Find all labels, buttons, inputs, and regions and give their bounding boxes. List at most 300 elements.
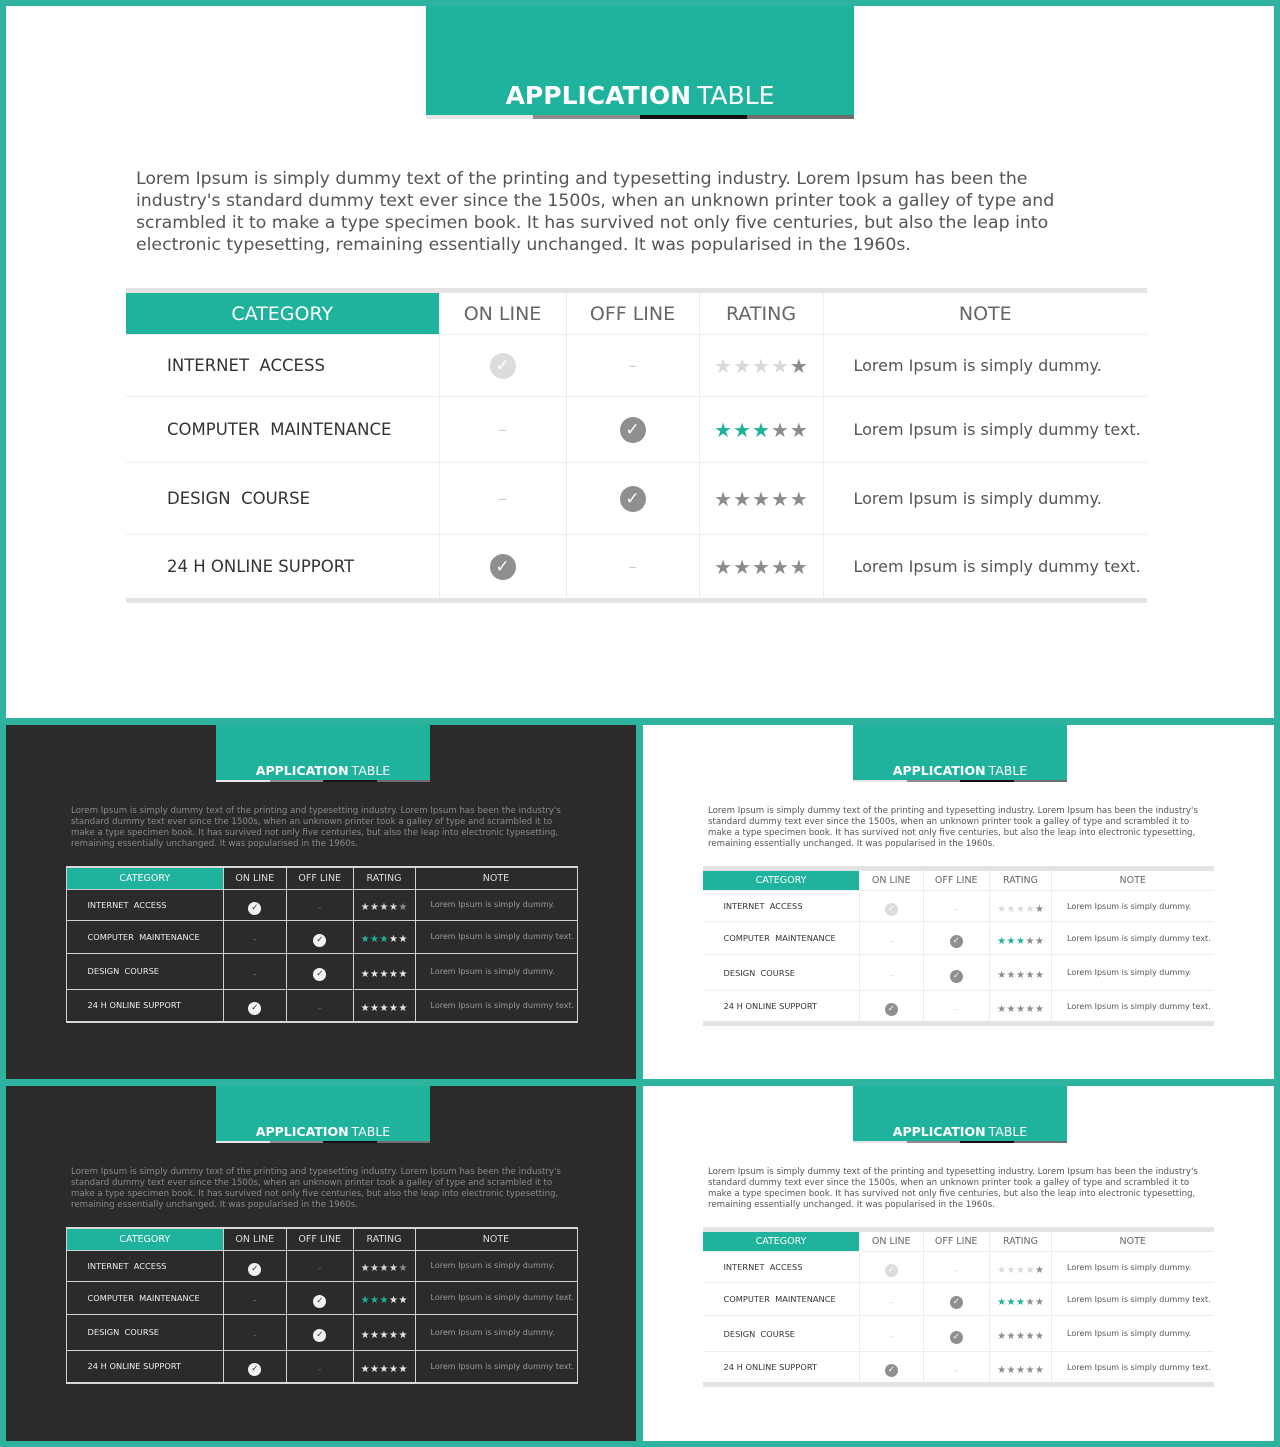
- check-circle-icon: ✓: [885, 1003, 898, 1016]
- online-cell: [439, 335, 566, 397]
- star-icon: ★: [752, 417, 770, 442]
- table-row: [703, 955, 1214, 991]
- table-row: [67, 1250, 578, 1281]
- note-cell: Lorem Ipsum is simply dummy text.: [1052, 1283, 1214, 1316]
- note-cell: Lorem Ipsum is simply dummy.: [1052, 891, 1214, 922]
- check-circle-icon: ✓: [313, 1329, 326, 1342]
- rating-cell: [990, 891, 1052, 922]
- star-icon: ★: [360, 934, 370, 945]
- check-circle-icon: ✓: [490, 554, 516, 580]
- star-icon: ★: [714, 417, 733, 442]
- offline-cell: [923, 1283, 990, 1316]
- dash-icon: –: [252, 935, 257, 944]
- table-row: [703, 991, 1214, 1024]
- dash-icon: –: [498, 420, 507, 439]
- online-cell: [860, 922, 924, 955]
- rating-cell: [353, 953, 415, 989]
- note-cell: Lorem Ipsum is simply dummy text.: [415, 1350, 577, 1383]
- dash-icon: –: [628, 356, 637, 375]
- star-icon: ★: [398, 902, 408, 913]
- star-icon: ★: [1016, 1003, 1025, 1015]
- column-header-note: NOTE: [823, 291, 1147, 335]
- rating-cell: [699, 463, 823, 535]
- title-thin: TABLE: [988, 1123, 1028, 1139]
- column-header-note: NOTE: [415, 867, 577, 889]
- thumbnail-slide-dark-1[interactable]: [6, 725, 636, 1079]
- star-icon: ★: [714, 486, 733, 511]
- column-header-note: NOTE: [1052, 869, 1214, 891]
- category-cell: INTERNET ACCESS: [703, 891, 860, 922]
- rating-cell: [990, 922, 1052, 955]
- online-cell: [223, 920, 287, 953]
- table-row: [126, 535, 1147, 601]
- category-cell: COMPUTER MAINTENANCE: [67, 1281, 224, 1314]
- offline-cell: [287, 920, 354, 953]
- online-cell: [439, 463, 566, 535]
- offline-cell: [923, 1252, 990, 1283]
- star-icon: ★: [360, 968, 370, 980]
- star-icon: ★: [388, 902, 398, 913]
- title-underline: [216, 1141, 430, 1143]
- star-icon: ★: [1006, 935, 1016, 947]
- offline-cell: [287, 889, 354, 920]
- star-icon: ★: [714, 353, 733, 378]
- intro-paragraph: Lorem Ipsum is simply dummy text of the printing and typesetting industry. Lorem Ipsum has been the industry's standard dummy text ever since the 1500s, when an unknown printer took a galley of type and scrambled it to make a type specimen book. It has survived not only five centuries, but also the leap into electronic typesetting, remaining essentially unchanged. It was popularised in the 1960s.: [708, 1167, 1198, 1210]
- column-header-rating: RATING: [699, 291, 823, 335]
- star-icon: ★: [752, 486, 770, 511]
- column-header-offline: OFF LINE: [287, 867, 354, 889]
- offline-cell: [923, 1316, 990, 1352]
- title-thin: TABLE: [351, 1123, 391, 1139]
- note-cell: Lorem Ipsum is simply dummy.: [1052, 955, 1214, 991]
- offline-cell: [287, 1250, 354, 1281]
- star-icon: ★: [398, 1002, 408, 1014]
- dash-icon: –: [889, 971, 894, 980]
- title-underline: [426, 115, 854, 119]
- star-icon: ★: [752, 554, 770, 579]
- check-circle-icon: ✓: [490, 353, 516, 379]
- star-icon: ★: [733, 353, 752, 378]
- title-bold: APPLICATION: [892, 762, 986, 778]
- online-cell: [860, 1252, 924, 1283]
- star-icon: ★: [714, 554, 733, 579]
- application-table: [703, 1227, 1214, 1387]
- star-icon: ★: [398, 968, 408, 980]
- table-row: [67, 920, 578, 953]
- table-row: [703, 1252, 1214, 1283]
- column-header-online: ON LINE: [860, 1230, 924, 1252]
- note-cell: Lorem Ipsum is simply dummy.: [415, 953, 577, 989]
- column-header-note: NOTE: [1052, 1230, 1214, 1252]
- star-icon: ★: [1025, 970, 1035, 981]
- online-cell: [223, 889, 287, 920]
- category-cell: 24 H ONLINE SUPPORT: [67, 989, 224, 1022]
- column-header-online: ON LINE: [223, 1228, 287, 1250]
- check-circle-icon: ✓: [950, 1296, 963, 1309]
- star-icon: ★: [360, 1263, 370, 1274]
- dash-icon: –: [317, 1003, 322, 1013]
- online-cell: [223, 1250, 287, 1281]
- star-icon: ★: [1006, 970, 1016, 981]
- column-header-category: CATEGORY: [67, 1228, 224, 1250]
- dash-icon: –: [954, 904, 959, 914]
- star-icon: ★: [997, 903, 1007, 915]
- slide-title: [426, 81, 854, 111]
- table-row: [703, 891, 1214, 922]
- star-icon: ★: [789, 417, 808, 442]
- star-icon: ★: [733, 486, 752, 511]
- category-cell: INTERNET ACCESS: [703, 1252, 860, 1283]
- column-header-rating: RATING: [990, 869, 1052, 891]
- intro-paragraph: Lorem Ipsum is simply dummy text of the printing and typesetting industry. Lorem Ipsum has been the industry's standard dummy text ever since the 1500s, when an unknown printer took a galley of type and scrambled it to make a type specimen book. It has survived not only five centuries, but also the leap into electronic typesetting, remaining essentially unchanged. It was popularised in the 1960s.: [71, 1167, 561, 1210]
- star-icon: ★: [1025, 1364, 1035, 1376]
- category-cell: INTERNET ACCESS: [67, 1250, 224, 1281]
- title-bold: APPLICATION: [505, 81, 692, 110]
- category-cell: INTERNET ACCESS: [67, 889, 224, 920]
- dash-icon: –: [252, 1330, 257, 1340]
- offline-cell: [566, 397, 699, 463]
- note-cell: Lorem Ipsum is simply dummy text.: [1052, 922, 1214, 955]
- star-icon: ★: [370, 1295, 380, 1306]
- thumbnail-slide-dark-2[interactable]: [6, 1086, 636, 1441]
- star-icon: ★: [370, 968, 380, 980]
- category-cell: COMPUTER MAINTENANCE: [126, 397, 439, 463]
- title-underline: [853, 780, 1067, 782]
- table-header-row: [67, 867, 578, 889]
- star-icon: ★: [1016, 970, 1025, 981]
- note-cell: Lorem Ipsum is simply dummy text.: [415, 989, 577, 1022]
- category-cell: DESIGN COURSE: [126, 463, 439, 535]
- online-cell: [223, 989, 287, 1022]
- slide-title: [853, 1124, 1067, 1139]
- star-icon: ★: [1025, 1264, 1035, 1276]
- note-cell: Lorem Ipsum is simply dummy text.: [1052, 991, 1214, 1024]
- dash-icon: –: [252, 969, 257, 979]
- star-icon: ★: [388, 1363, 398, 1375]
- rating-cell: [699, 397, 823, 463]
- online-cell: [860, 891, 924, 922]
- category-cell: DESIGN COURSE: [703, 1316, 860, 1352]
- star-icon: ★: [997, 1364, 1007, 1376]
- check-circle-icon: ✓: [885, 903, 898, 916]
- table-header-row: [703, 1230, 1214, 1252]
- dash-icon: –: [628, 557, 637, 576]
- title-banner: [216, 725, 430, 782]
- column-header-category: CATEGORY: [703, 869, 860, 891]
- star-icon: ★: [379, 1295, 389, 1306]
- rating-cell: [353, 1250, 415, 1281]
- note-cell: Lorem Ipsum is simply dummy text.: [415, 1281, 577, 1314]
- offline-cell: [566, 335, 699, 397]
- slide-title: [216, 763, 430, 778]
- category-cell: DESIGN COURSE: [703, 955, 860, 991]
- online-cell: [223, 1350, 287, 1383]
- column-header-offline: OFF LINE: [923, 869, 990, 891]
- star-icon: ★: [1006, 903, 1016, 915]
- table-row: [67, 889, 578, 920]
- star-icon: ★: [370, 1263, 380, 1274]
- title-underline: [853, 1141, 1067, 1143]
- offline-cell: [923, 991, 990, 1024]
- note-cell: Lorem Ipsum is simply dummy text.: [823, 397, 1147, 463]
- category-cell: INTERNET ACCESS: [126, 335, 439, 397]
- star-icon: ★: [1034, 970, 1044, 981]
- rating-cell: [990, 1283, 1052, 1316]
- table-row: [703, 1283, 1214, 1316]
- star-icon: ★: [1025, 903, 1035, 915]
- star-icon: ★: [388, 1002, 398, 1014]
- dash-icon: –: [954, 1004, 959, 1014]
- rating-cell: [353, 889, 415, 920]
- offline-cell: [566, 535, 699, 601]
- column-header-note: NOTE: [415, 1228, 577, 1250]
- application-table: [703, 866, 1214, 1026]
- online-cell: [439, 397, 566, 463]
- note-cell: Lorem Ipsum is simply dummy.: [823, 463, 1147, 535]
- dash-icon: –: [498, 489, 507, 508]
- dash-icon: –: [252, 1296, 257, 1305]
- application-table: [66, 866, 578, 1023]
- star-icon: ★: [398, 1363, 408, 1375]
- title-thin: TABLE: [988, 762, 1028, 778]
- star-icon: ★: [1034, 1296, 1044, 1308]
- check-circle-icon: ✓: [620, 417, 646, 443]
- star-icon: ★: [379, 902, 389, 913]
- table-row: [126, 397, 1147, 463]
- star-icon: ★: [370, 902, 380, 913]
- dash-icon: –: [889, 936, 894, 946]
- star-icon: ★: [997, 935, 1007, 947]
- star-icon: ★: [379, 934, 389, 945]
- rating-cell: [353, 1281, 415, 1314]
- online-cell: [223, 953, 287, 989]
- rating-cell: [353, 920, 415, 953]
- rating-cell: [353, 989, 415, 1022]
- title-banner: [216, 1086, 430, 1143]
- star-icon: ★: [789, 353, 808, 378]
- slide-title: [216, 1124, 430, 1139]
- star-icon: ★: [379, 968, 389, 980]
- star-icon: ★: [1034, 1264, 1044, 1276]
- offline-cell: [287, 989, 354, 1022]
- title-bold: APPLICATION: [255, 762, 349, 778]
- category-cell: DESIGN COURSE: [67, 953, 224, 989]
- category-cell: COMPUTER MAINTENANCE: [67, 920, 224, 953]
- star-icon: ★: [1016, 1364, 1025, 1376]
- star-icon: ★: [388, 968, 398, 980]
- star-icon: ★: [360, 902, 370, 913]
- online-cell: [439, 535, 566, 601]
- star-icon: ★: [1006, 1296, 1016, 1308]
- star-icon: ★: [360, 1002, 370, 1014]
- star-icon: ★: [1006, 1003, 1016, 1015]
- category-cell: 24 H ONLINE SUPPORT: [67, 1350, 224, 1383]
- star-icon: ★: [360, 1295, 370, 1306]
- dash-icon: –: [954, 1265, 959, 1275]
- offline-cell: [923, 1352, 990, 1385]
- star-icon: ★: [997, 1331, 1007, 1342]
- check-circle-icon: ✓: [620, 486, 646, 512]
- star-icon: ★: [733, 554, 752, 579]
- check-circle-icon: ✓: [950, 935, 963, 948]
- title-bold: APPLICATION: [892, 1123, 986, 1139]
- star-icon: ★: [770, 417, 789, 442]
- column-header-rating: RATING: [353, 867, 415, 889]
- offline-cell: [287, 1350, 354, 1383]
- star-icon: ★: [388, 1329, 398, 1341]
- star-icon: ★: [770, 353, 789, 378]
- online-cell: [223, 1281, 287, 1314]
- intro-paragraph: Lorem Ipsum is simply dummy text of the printing and typesetting industry. Lorem Ipsum has been the industry's standard dummy text ever since the 1500s, when an unknown printer took a galley of type and scrambled it to make a type specimen book. It has survived not only five centuries, but also the leap into electronic typesetting, remaining essentially unchanged. It was popularised in the 1960s.: [136, 169, 1055, 255]
- table-row: [703, 922, 1214, 955]
- column-header-offline: OFF LINE: [923, 1230, 990, 1252]
- check-circle-icon: ✓: [248, 1002, 261, 1015]
- thumbnail-slide-light-1[interactable]: [643, 725, 1274, 1079]
- column-header-category: CATEGORY: [703, 1230, 860, 1252]
- star-icon: ★: [1034, 935, 1044, 947]
- star-icon: ★: [997, 970, 1007, 981]
- table-row: [67, 1281, 578, 1314]
- star-icon: ★: [388, 934, 398, 945]
- star-icon: ★: [1006, 1331, 1016, 1342]
- star-icon: ★: [398, 1263, 408, 1274]
- column-header-online: ON LINE: [223, 867, 287, 889]
- title-underline: [216, 780, 430, 782]
- rating-cell: [990, 1316, 1052, 1352]
- online-cell: [860, 991, 924, 1024]
- title-bold: APPLICATION: [255, 1123, 349, 1139]
- star-icon: ★: [370, 934, 380, 945]
- star-icon: ★: [1006, 1364, 1016, 1376]
- note-cell: Lorem Ipsum is simply dummy.: [415, 889, 577, 920]
- title-thin: TABLE: [351, 762, 391, 778]
- dash-icon: –: [317, 1264, 322, 1273]
- category-cell: 24 H ONLINE SUPPORT: [703, 991, 860, 1024]
- offline-cell: [287, 953, 354, 989]
- column-header-online: ON LINE: [860, 869, 924, 891]
- table-header-row: [126, 291, 1147, 335]
- check-circle-icon: ✓: [950, 970, 963, 983]
- star-icon: ★: [1025, 1331, 1035, 1342]
- table-header-row: [703, 869, 1214, 891]
- title-thin: TABLE: [697, 81, 775, 110]
- thumbnail-slide-light-2[interactable]: [643, 1086, 1274, 1441]
- star-icon: ★: [1025, 1003, 1035, 1015]
- star-icon: ★: [1016, 1296, 1025, 1308]
- column-header-offline: OFF LINE: [566, 291, 699, 335]
- category-cell: DESIGN COURSE: [67, 1314, 224, 1350]
- dash-icon: –: [889, 1332, 894, 1341]
- star-icon: ★: [398, 1295, 408, 1306]
- star-icon: ★: [360, 1363, 370, 1375]
- star-icon: ★: [1016, 1331, 1025, 1342]
- star-icon: ★: [997, 1264, 1007, 1276]
- star-icon: ★: [733, 417, 752, 442]
- star-icon: ★: [1016, 935, 1025, 947]
- star-icon: ★: [370, 1329, 380, 1341]
- check-circle-icon: ✓: [313, 968, 326, 981]
- intro-paragraph: Lorem Ipsum is simply dummy text of the printing and typesetting industry. Lorem Ipsum has been the industry's standard dummy text ever since the 1500s, when an unknown printer took a galley of type and scrambled it to make a type specimen book. It has survived not only five centuries, but also the leap into electronic typesetting, remaining essentially unchanged. It was popularised in the 1960s.: [708, 806, 1198, 849]
- rating-cell: [353, 1314, 415, 1350]
- offline-cell: [566, 463, 699, 535]
- application-table: [66, 1227, 578, 1384]
- star-icon: ★: [379, 1363, 389, 1375]
- star-icon: ★: [1025, 1296, 1035, 1308]
- star-icon: ★: [388, 1263, 398, 1274]
- table-row: [703, 1316, 1214, 1352]
- note-cell: Lorem Ipsum is simply dummy.: [415, 1314, 577, 1350]
- title-banner: [426, 6, 854, 119]
- star-icon: ★: [752, 353, 770, 378]
- rating-cell: [699, 535, 823, 601]
- column-header-category: CATEGORY: [67, 867, 224, 889]
- table-row: [67, 1350, 578, 1383]
- rating-cell: [990, 991, 1052, 1024]
- category-cell: COMPUTER MAINTENANCE: [703, 922, 860, 955]
- column-header-online: ON LINE: [439, 291, 566, 335]
- dash-icon: –: [317, 1364, 322, 1374]
- star-icon: ★: [1016, 903, 1025, 915]
- check-circle-icon: ✓: [248, 1363, 261, 1376]
- offline-cell: [287, 1281, 354, 1314]
- star-icon: ★: [1034, 1331, 1044, 1342]
- note-cell: Lorem Ipsum is simply dummy.: [415, 1250, 577, 1281]
- title-banner: [853, 1086, 1067, 1143]
- online-cell: [860, 1352, 924, 1385]
- title-banner: [853, 725, 1067, 782]
- star-icon: ★: [360, 1329, 370, 1341]
- check-circle-icon: ✓: [950, 1331, 963, 1344]
- dash-icon: –: [954, 1365, 959, 1375]
- category-cell: 24 H ONLINE SUPPORT: [703, 1352, 860, 1385]
- column-header-offline: OFF LINE: [287, 1228, 354, 1250]
- rating-cell: [990, 1352, 1052, 1385]
- star-icon: ★: [770, 554, 789, 579]
- main-slide: [6, 6, 1274, 718]
- note-cell: Lorem Ipsum is simply dummy text.: [1052, 1352, 1214, 1385]
- check-circle-icon: ✓: [885, 1264, 898, 1277]
- rating-cell: [353, 1350, 415, 1383]
- star-icon: ★: [789, 554, 808, 579]
- offline-cell: [923, 891, 990, 922]
- star-icon: ★: [997, 1296, 1007, 1308]
- check-circle-icon: ✓: [248, 902, 261, 915]
- offline-cell: [287, 1314, 354, 1350]
- table-row: [67, 989, 578, 1022]
- table-header-row: [67, 1228, 578, 1250]
- star-icon: ★: [1034, 1364, 1044, 1376]
- offline-cell: [923, 955, 990, 991]
- note-cell: Lorem Ipsum is simply dummy text.: [415, 920, 577, 953]
- online-cell: [223, 1314, 287, 1350]
- star-icon: ★: [370, 1363, 380, 1375]
- note-cell: Lorem Ipsum is simply dummy.: [1052, 1252, 1214, 1283]
- star-icon: ★: [379, 1002, 389, 1014]
- slide-title: [853, 763, 1067, 778]
- table-row: [67, 953, 578, 989]
- offline-cell: [923, 922, 990, 955]
- rating-cell: [699, 335, 823, 397]
- note-cell: Lorem Ipsum is simply dummy.: [823, 335, 1147, 397]
- check-circle-icon: ✓: [313, 1295, 326, 1308]
- note-cell: Lorem Ipsum is simply dummy text.: [823, 535, 1147, 601]
- check-circle-icon: ✓: [885, 1364, 898, 1377]
- rating-cell: [990, 1252, 1052, 1283]
- star-icon: ★: [1025, 935, 1035, 947]
- table-row: [703, 1352, 1214, 1385]
- star-icon: ★: [789, 486, 808, 511]
- online-cell: [860, 955, 924, 991]
